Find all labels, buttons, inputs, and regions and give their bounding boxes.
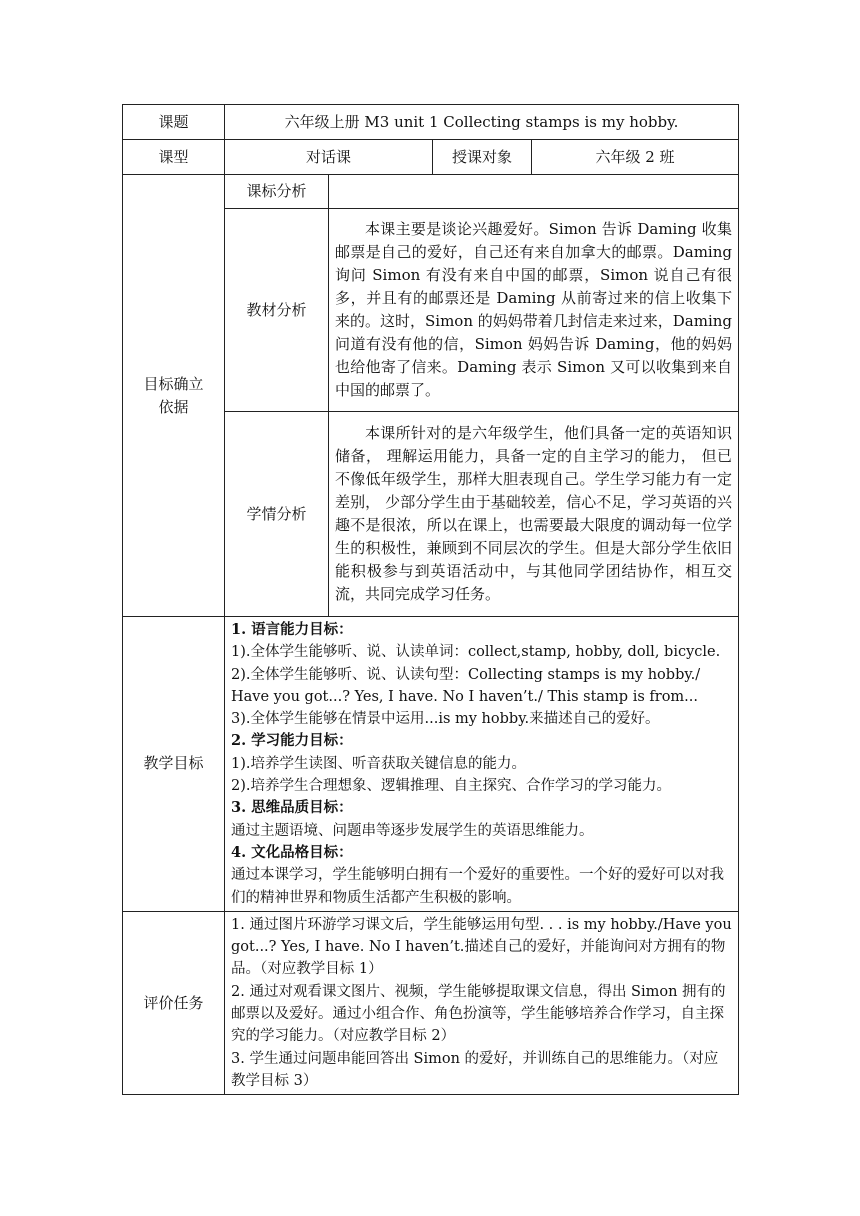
- type-row: [123, 140, 739, 175]
- topic-label: 课题: [123, 105, 225, 140]
- evaluation-task: 1. 通过图片环游学习课文后，学生能够运用句型. . . is my hobby./Have you got...? Yes, I have. No I haven’t.描述自己的爱好，并能询问对方拥有的物品。（对应教学目标 1）: [231, 916, 732, 978]
- students-label: 学情分析: [225, 412, 329, 617]
- goal-item: 通过本课学习，学生能够明白拥有一个爱好的重要性。一个好的爱好可以对我们的精神世界和物质生活都产生积极的影响。: [231, 867, 724, 906]
- evaluation-task: 2. 通过对观看课文图片、视频，学生能够提取课文信息，得出 Simon 拥有的邮票以及爱好。通过小组合作、角色扮演等，学生能够培养合作学习，自主探究的学习能力。（对应教学目标 2）: [231, 983, 726, 1045]
- goal-heading-1: 1. 语言能力目标：: [231, 621, 353, 638]
- audience-label: 授课对象: [433, 140, 532, 175]
- goal-item: 3).全体学生能够在情景中运用...is my hobby.来描述自己的爱好。: [231, 711, 660, 728]
- lesson-type-label: 课型: [123, 140, 225, 175]
- goal-item: 通过主题语境、问题串等逐步发展学生的英语思维能力。: [231, 822, 594, 839]
- goal-heading-2: 2. 学习能力目标：: [231, 732, 353, 750]
- curriculum-row: [123, 175, 739, 209]
- topic-row: [123, 105, 739, 140]
- goal-item: 2).培养学生合理想象、逻辑推理、自主探究、合作学习的学习能力。: [231, 778, 671, 795]
- goal-heading-4: 4. 文化品格目标：: [231, 843, 353, 861]
- goals-label: 教学目标: [123, 617, 225, 912]
- curriculum-label: 课标分析: [225, 175, 329, 209]
- basis-label-text: 目标确立依据: [143, 374, 204, 416]
- evaluation-label: 评价任务: [123, 911, 225, 1094]
- basis-label: [123, 175, 225, 617]
- goal-heading-3: 3. 思维品质目标：: [231, 799, 353, 817]
- textbook-label: 教材分析: [225, 209, 329, 412]
- evaluation-row: [123, 911, 739, 1094]
- evaluation-content: [225, 911, 739, 1094]
- evaluation-task: 3. 学生通过问题串能回答出 Simon 的爱好，并训练自己的思维能力。（对应教学目标 3）: [231, 1050, 719, 1089]
- lesson-plan-table: [122, 104, 739, 1095]
- goals-row: [123, 617, 739, 912]
- curriculum-value: [329, 175, 739, 209]
- goal-item: 1).全体学生能够听、说、认读单词：collect,stamp, hobby, doll, bicycle.: [231, 644, 721, 661]
- lesson-type-value: 对话课: [225, 140, 433, 175]
- goal-item: 1).培养学生读图、听音获取关键信息的能力。: [231, 755, 526, 772]
- goals-content: [225, 617, 739, 912]
- topic-value: 六年级上册 M3 unit 1 Collecting stamps is my hobby.: [225, 105, 739, 140]
- goal-item: 2).全体学生能够听、说、认读句型：Collecting stamps is my hobby./ Have you got...? Yes, I have. No I haven’t./ This stamp is from...: [231, 666, 701, 705]
- students-analysis: 本课所针对的是六年级学生，他们具备一定的英语知识储备， 理解运用能力，具备一定的自主学习的能力， 但已不像低年级学生，那样大胆表现自己。学生学习能力有一定差别， 少部分学生由于基础较差，信心不足，学习英语的兴趣不是很浓，所以在课上，也需要最大限度的调动每一位学生的积极性，兼顾到不同层次的学生。但是大部分学生依旧能积极参与到英语活动中，与其他同学团结协作，相互交流，共同完成学习任务。: [329, 412, 739, 617]
- textbook-analysis: 本课主要是谈论兴趣爱好。Simon 告诉 Daming 收集邮票是自己的爱好，自己还有来自加拿大的邮票。Daming 询问 Simon 有没有来自中国的邮票，Simon 说自己有很多，并且有的邮票还是 Daming 从前寄过来的信上收集下来的。这时，Simon 的妈妈带着几封信走来过来，Daming 问道有没有他的信，Simon 妈妈告诉 Daming，他的妈妈也给他寄了信来。Daming 表示 Simon 又可以收集到来自中国的邮票了。: [329, 209, 739, 412]
- audience-value: 六年级 2 班: [532, 140, 739, 175]
